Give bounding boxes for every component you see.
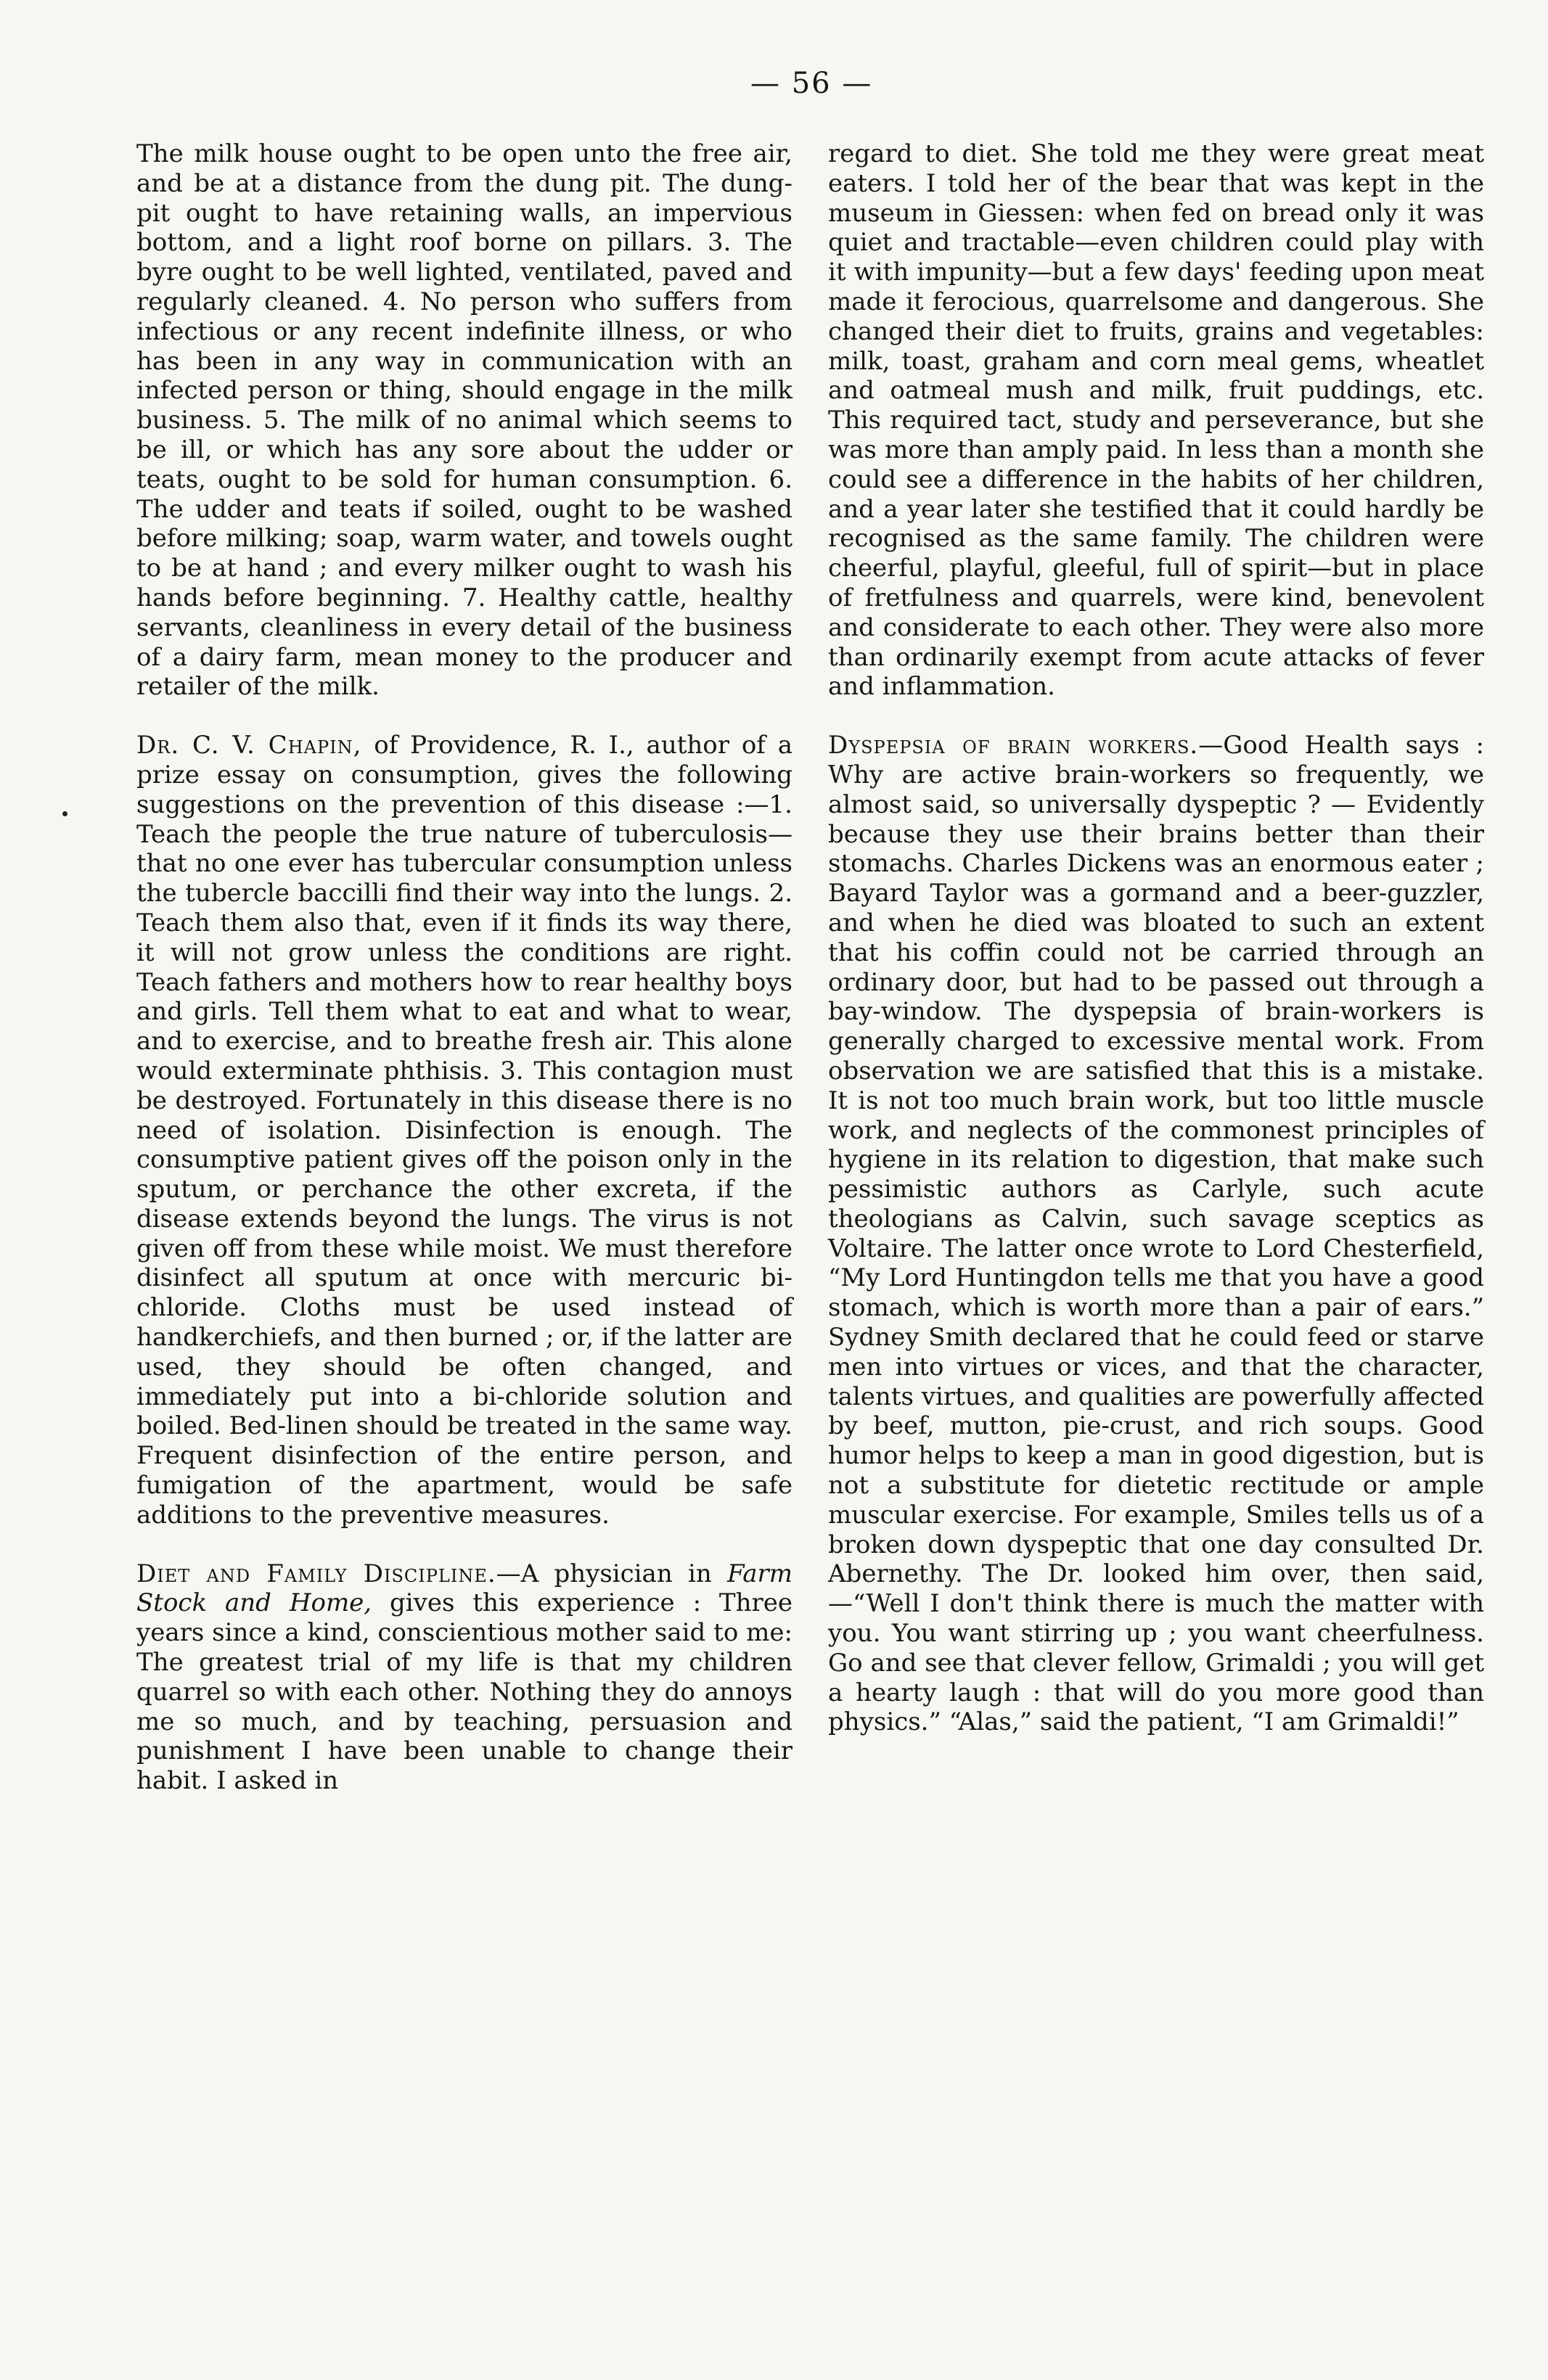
- dyspepsia-body: —Good Health says : Why are active brain-workers so frequently, we almost said, so universally dyspeptic ? — Evidently because they use their brains better than their stomachs. Charles Dickens was an enormous eater ; Bayard Taylor was a gormand and a beer-guzzler, and when he died was bloated to such an extent that his coffin could not be carried through an ordinary door, but had to be passed out through a bay-window. The dyspepsia of brain-workers is generally charged to excessive mental work. From observation we are satisfied that this is a mistake. It is not too much brain work, but too little muscle work, and neglects of the commonest principles of hygiene in its relation to digestion, that make such pessimistic authors as Carlyle, such acute theologians as Calvin, such savage sceptics as Voltaire. The latter once wrote to Lord Chesterfield, “My Lord Huntingdon tells me that you have a good stomach, which is worth more than a pair of ears.” Sydney Smith declared that he could feed or starve men into virtues or vices, and that the character, talents virtues, and qualities are powerfully affected by beef, mutton, pie-crust, and rich soups. Good humor helps to keep a man in good digestion, but is not a substitute for dietetic rectitude or ample muscular exercise. For example, Smiles tells us of a broken down dyspeptic that one day consulted Dr. Abernethy. The Dr. looked him over, then said,—“Well I don't think there is much the matter with you. You want stirring up ; you want cheerfulness. Go and see that clever fellow, Grimaldi ; you will get a hearty laugh : that will do you more good than physics.” “Alas,” said the patient, “I am Grimaldi!”: [828, 731, 1484, 1737]
- diet-heading: Diet and Family Discipline.: [136, 1559, 496, 1588]
- right-column: [828, 139, 1484, 1737]
- dyspepsia-paragraph: [828, 731, 1484, 1737]
- diet-paragraph: [136, 1559, 793, 1796]
- dyspepsia-heading: Dyspepsia of brain workers.: [828, 731, 1199, 760]
- diet-body-intro: —A physician in: [496, 1559, 727, 1588]
- chapin-paragraph: [136, 731, 793, 1530]
- milk-house-paragraph: The milk house ought to be open unto the free air, and be at a distance from the dung pit. The dung-pit ought to have retaining walls, an impervious bottom, and a light roof borne on pillars. 3. The byre ought to be well lighted, ventilated, paved and regularly cleaned. 4. No person who suffers from infectious or any recent indefinite illness, or who has been in any way in communication with an infected person or thing, should engage in the milk business. 5. The milk of no animal which seems to be ill, or which has any sore about the udder or teats, ought to be sold for human consumption. 6. The udder and teats if soiled, ought to be washed before milking; soap, warm water, and towels ought to be at hand ; and every milker ought to wash his hands before beginning. 7. Healthy cattle, healthy servants, cleanliness in every detail of the business of a dairy farm, mean money to the producer and retailer of the milk.: [136, 139, 793, 702]
- diet-source: Farm Stock and Home,: [136, 1559, 793, 1618]
- diet-continued-paragraph: regard to diet. She told me they were great meat eaters. I told her of the bear that was kept in the museum in Giessen: when fed on bread only it was quiet and tractable—even children could play with it with impunity—but a few days' feeding upon meat made it ferocious, quarrelsome and dangerous. She changed their diet to fruits, grains and vegetables: milk, toast, graham and corn meal gems, wheatlet and oatmeal mush and milk, fruit puddings, etc. This required tact, study and perseverance, but she was more than amply paid. In less than a month she could see a difference in the habits of her children, and a year later she testified that it could hardly be recognised as the same family. The children were cheerful, playful, gleeful, full of spirit—but in place of fretfulness and quarrels, were kind, benevolent and considerate to each other. They were also more than ordinarily exempt from acute attacks of fever and inflammation.: [828, 139, 1484, 702]
- margin-dot: [62, 811, 67, 816]
- chapin-heading: Dr. C. V. Chapin,: [136, 731, 362, 760]
- page-number: — 56 —: [750, 67, 873, 100]
- left-column: [136, 139, 793, 1796]
- chapin-body: of Providence, R. I., author of a prize essay on consumption, gives the following suggestions on the prevention of this disease :—1. Teach the people the true nature of tuberculosis—that no one ever has tubercular consumption unless the tubercle baccilli find their way into the lungs. 2. Teach them also that, even if it finds its way there, it will not grow unless the conditions are right. Teach fathers and mothers how to rear healthy boys and girls. Tell them what to eat and what to wear, and to exercise, and to breathe fresh air. This alone would exterminate phthisis. 3. This contagion must be destroyed. Fortunately in this disease there is no need of isolation. Disinfection is enough. The consumptive patient gives off the poison only in the sputum, or perchance the other excreta, if the disease extends beyond the lungs. The virus is not given off from these while moist. We must therefore disinfect all sputum at once with mercuric bi-chloride. Cloths must be used instead of handkerchiefs, and then burned ; or, if the latter are used, they should be often changed, and immediately put into a bi-chloride solution and boiled. Bed-linen should be treated in the same way. Frequent disinfection of the entire person, and fumigation of the apartment, would be safe additions to the preventive measures.: [136, 731, 793, 1530]
- diet-body: gives this experience : Three years since a kind, conscientious mother said to me: The greatest trial of my life is that my children quarrel so with each other. Nothing they do annoys me so much, and by teaching, persuasion and punishment I have been unable to change their habit. I asked in: [136, 1588, 793, 1796]
